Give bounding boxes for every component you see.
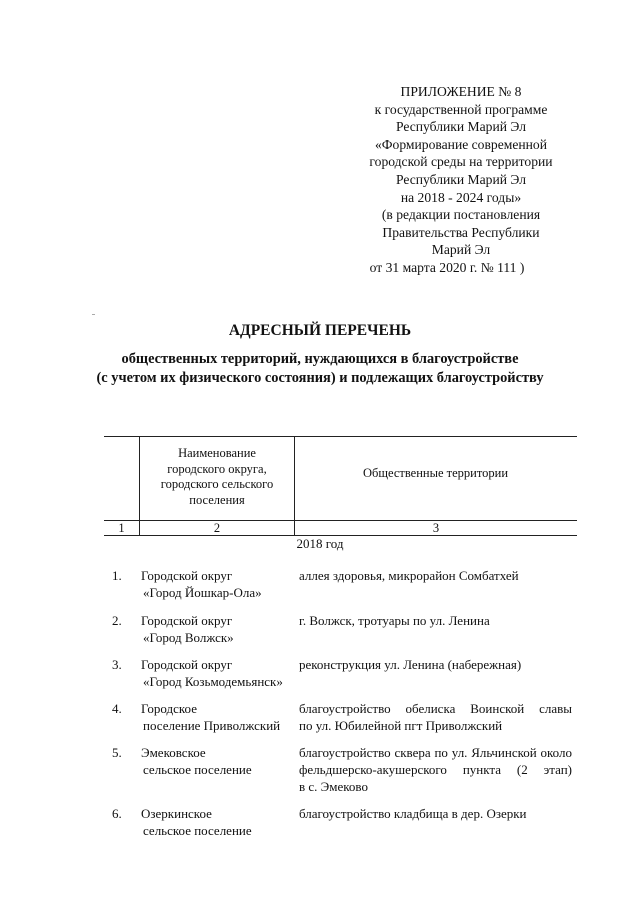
territory-line: в с. Эмеково: [299, 779, 368, 794]
row-number: 6.: [112, 806, 122, 821]
row-number: 4.: [112, 701, 122, 716]
column-number: 2: [213, 521, 221, 535]
subtitle-line-2: (с учетом их физического состояния) и подлежащих благоустройству: [96, 369, 544, 386]
row-territory: [299, 656, 572, 673]
appendix-line: Республики Марий Эл: [395, 119, 527, 135]
territory-line: реконструкция ул. Ленина (набережная): [299, 657, 522, 672]
territory-line: г. Волжск, тротуары по ул. Ленина: [299, 613, 490, 628]
municipality-line: «Город Йошкар-Ола»: [143, 585, 262, 600]
appendix-line: на 2018 - 2024 годы»: [400, 189, 522, 205]
column-number: 3: [432, 521, 440, 535]
row-municipality: [141, 567, 262, 601]
row-territory: [299, 612, 572, 629]
municipality-line: Озеркинское: [141, 806, 212, 821]
table-header: [104, 436, 577, 521]
municipality-line: сельское поселение: [143, 762, 252, 777]
municipality-line: Городское: [141, 701, 197, 716]
row-number: 5.: [112, 745, 122, 760]
row-municipality: [141, 700, 280, 734]
column-divider: [139, 437, 140, 520]
address-table: [104, 436, 577, 536]
column-number-row: [104, 521, 577, 536]
header-name-column: [142, 446, 292, 508]
row-territory: [299, 700, 572, 734]
header-line: городского округа,: [167, 461, 267, 476]
territory-line: благоустройство сквера по ул. Яльчинской около: [299, 745, 572, 760]
header-territory-column: Общественные территории: [362, 466, 509, 480]
row-territory: [299, 805, 572, 822]
territory-line: по ул. Юбилейной пгт Приволжский: [299, 718, 503, 733]
appendix-line: «Формирование современной: [375, 136, 547, 152]
appendix-line: ПРИЛОЖЕНИЕ № 8: [400, 84, 522, 99]
territory-line: аллея здоровья, микрорайон Сомбатхей: [299, 568, 519, 583]
row-number: 2.: [112, 613, 122, 628]
municipality-line: сельское поселение: [143, 823, 252, 838]
appendix-date-line: от 31 марта 2020 г. № 111 ): [369, 259, 525, 275]
header-line: Наименование: [178, 446, 256, 460]
appendix-line: городской среды на территории: [369, 154, 553, 170]
row-number: 1.: [112, 568, 122, 583]
year-heading: 2018 год: [296, 536, 344, 551]
appendix-line: Правительства Республики: [382, 224, 540, 240]
municipality-line: «Город Козьмодемьянск»: [143, 674, 283, 689]
column-number: 1: [118, 521, 125, 535]
municipality-line: Городской округ: [141, 568, 233, 583]
territory-line: благоустройство кладбища в дер. Озерки: [299, 806, 527, 821]
appendix-line: (в редакции постановления: [381, 207, 541, 223]
header-line: поселения: [189, 492, 245, 507]
appendix-header: [330, 83, 592, 277]
appendix-line: Республики Марий Эл: [395, 171, 527, 187]
document-title: АДРЕСНЫЙ ПЕРЕЧЕНЬ: [228, 322, 412, 339]
municipality-line: Эмековское: [141, 745, 206, 760]
subtitle-line-1: общественных территорий, нуждающихся в благоустройстве: [121, 351, 519, 367]
row-municipality: [141, 656, 283, 690]
row-number: 3.: [112, 657, 122, 672]
row-territory: [299, 567, 572, 584]
municipality-line: «Город Волжск»: [143, 630, 234, 645]
municipality-line: поселение Приволжский: [143, 718, 281, 733]
row-municipality: [141, 805, 252, 839]
appendix-line: Марий Эл: [431, 242, 491, 258]
territory-line: благоустройство обелиска Воинской славы: [299, 701, 572, 716]
municipality-line: Городской округ: [141, 613, 233, 628]
appendix-line: к государственной программе: [374, 101, 548, 117]
row-territory: [299, 744, 572, 795]
header-line: городского сельского: [160, 477, 274, 491]
row-municipality: [141, 744, 252, 778]
row-municipality: [141, 612, 234, 646]
document-subtitle: [0, 350, 640, 387]
territory-line: фельдшерско-акушерского пункта (2 этап): [299, 762, 572, 777]
scan-mark: [92, 314, 95, 315]
municipality-line: Городской округ: [141, 657, 233, 672]
